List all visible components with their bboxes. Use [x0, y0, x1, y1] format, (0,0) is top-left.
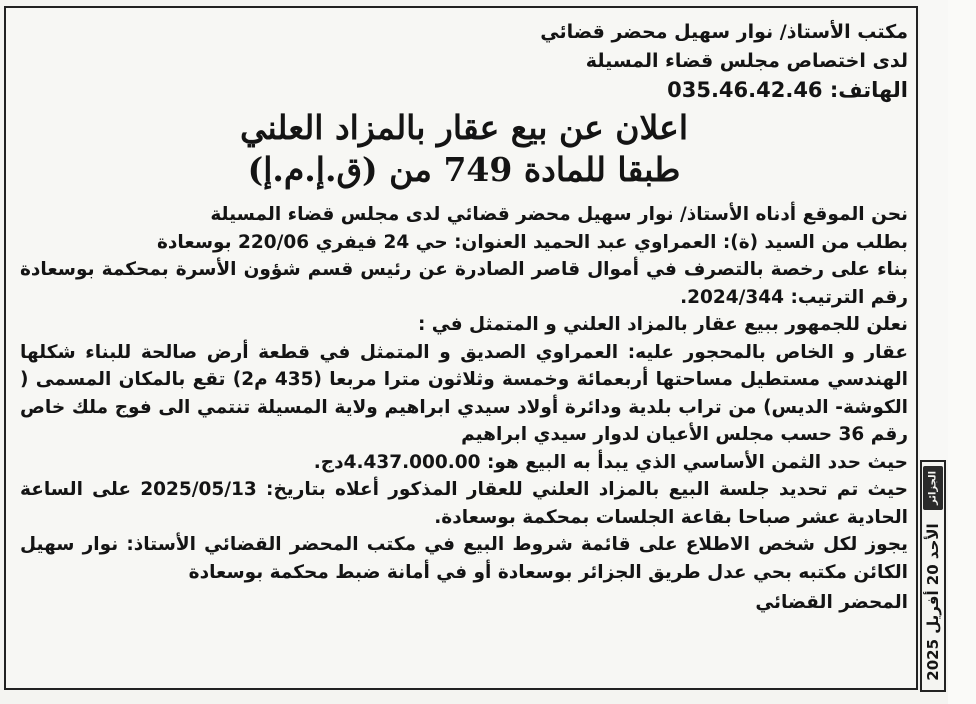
paragraph-property: عقار و الخاص بالمحجور عليه: العمراوي الصديق و المتمثل في قطعة أرض صالحة للبناء شكلها الهندسي مستطيل مساحتها أربعمائة وخمسة وثلاثون مترا مربعا (435 م2) تقع بالمكان المسمى ( الكوشة- الديس) من تراب بلدية ودائرة أولاد سيدي ابراهيم ولاية المسيلة تنتمي الى فوج ملك خاص رقم 36 حسب مجلس الأعيان لدوار سيدي ابراهيم: [20, 341, 908, 445]
phone-number: 035.46.42.46: [667, 78, 823, 102]
signature: المحضر القضائي: [755, 592, 908, 613]
announcement: [6, 8, 916, 688]
office-header: [20, 18, 908, 105]
paragraph-session: حيث تم تحديد جلسة البيع بالمزاد العلني للعقار المذكور أعلاه بتاريخ: 2025/05/13 على الساعة الحادية عشر صباحا بقاعة الجلسات بمحكمة بوسعادة.: [20, 479, 908, 528]
paragraph-authorization: بناء على رخصة بالتصرف في أموال قاصر الصادرة عن رئيس قسم شؤون الأسرة بمحكمة بوسعادة رقم الترتيب: 2024/344.: [20, 259, 908, 308]
announcement-body: [20, 201, 908, 586]
newspaper-side-strip: [920, 460, 946, 692]
newspaper-logo: [923, 466, 943, 510]
title-line-1: اعلان عن بيع عقار بالمزاد العلني: [239, 108, 689, 147]
announcement-frame: [4, 6, 918, 690]
office-jurisdiction: لدى اختصاص مجلس قضاء المسيلة: [585, 50, 908, 72]
paragraph-requester: بطلب من السيد (ة): العمراوي عبد الحميد العنوان: حي 24 فيفري 220/06 بوسعادة: [157, 231, 908, 253]
paragraph-signatory: نحن الموقع أدناه الأستاذ/ نوار سهيل محضر قضائي لدى مجلس قضاء المسيلة: [210, 204, 908, 225]
page-gutter: [948, 0, 976, 704]
office-name: مكتب الأستاذ/ نوار سهيل محضر قضائي: [540, 21, 908, 43]
office-phone-line: [20, 76, 908, 105]
paragraph-price: حيث حدد الثمن الأساسي الذي يبدأ به البيع هو: 4.437.000.00دج.: [313, 451, 908, 473]
title-line-2: طبقا للمادة 749 من (ق.إ.م.إ): [247, 150, 681, 189]
paragraph-conditions: يجوز لكل شخص الاطلاع على قائمة شروط البيع في مكتب المحضر القضائي الأستاذ: نوار سهيل الكائن مكتبه بحي عدل طريق الجزائر بوسعادة أو في أمانة ضبط محكمة بوسعادة: [20, 534, 908, 583]
announcement-title: [20, 107, 908, 191]
publication-date: الأحد 20 أفريل 2025: [924, 523, 942, 681]
phone-label: الهاتف:: [829, 78, 908, 102]
paragraph-notice: نعلن للجمهور ببيع عقار بالمزاد العلني و المتمثل في :: [417, 314, 908, 335]
newspaper-logo-text: الجزائر: [927, 470, 939, 506]
